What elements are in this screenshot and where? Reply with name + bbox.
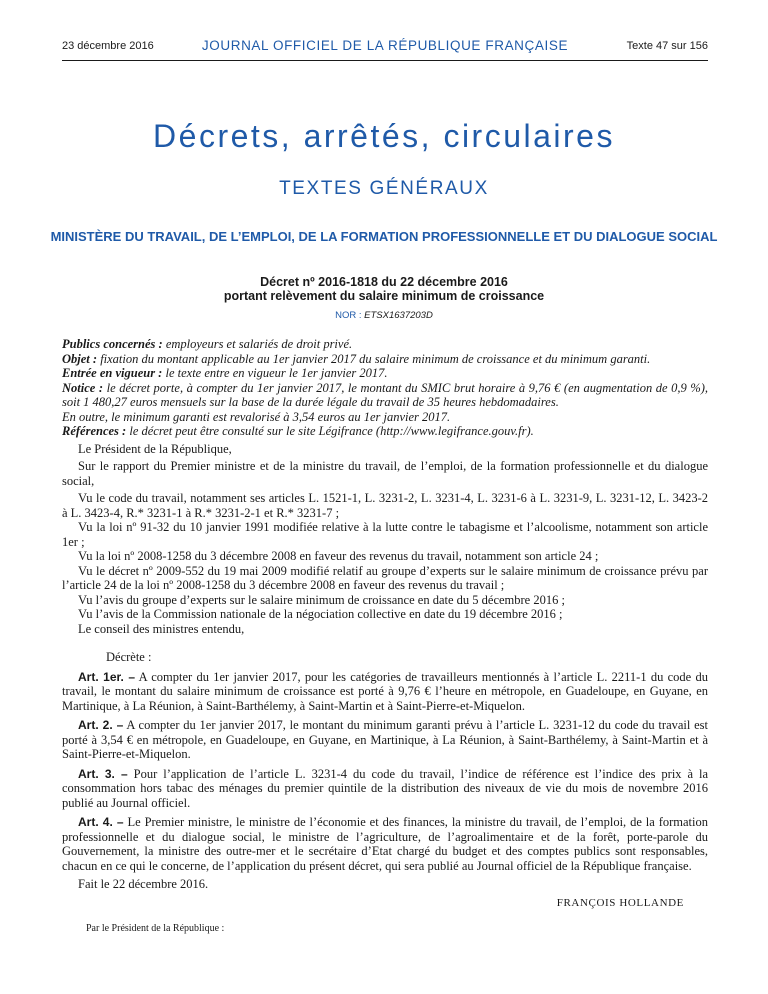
visa-rapport: Sur le rapport du Premier ministre et de la ministre du travail, de l’emploi, de la formation professionnelle et du dialogue social, <box>62 459 708 488</box>
ministry-title: MINISTÈRE DU TRAVAIL, DE L’EMPLOI, DE LA FORMATION PROFESSIONNELLE ET DU DIALOGUE SOCIAL <box>50 229 718 244</box>
visa-avis-commission: Vu l’avis de la Commission nationale de la négociation collective en date du 19 décembre 2016 ; <box>78 607 563 621</box>
nor-value: ETSX1637203D <box>364 310 433 321</box>
nor-label: NOR : <box>335 310 362 321</box>
decree-title-line2: portant relèvement du salaire minimum de croissance <box>223 289 545 303</box>
notice-en-outre: En outre, le minimum garanti est revalorisé à 3,54 euros au 1er janvier 2017. <box>62 409 451 424</box>
article-label: Art. 2. – <box>78 718 124 732</box>
visa-president: Le Président de la République, <box>78 441 232 456</box>
article-text: A compter du 1er janvier 2017, pour les catégories de travailleurs mentionnés à l’article L. 2211-1 du code du travail, le montant du salaire minimum de croissance est porté à 9,76 € l’heure en métropole, en Guadeloupe, en Guyane, en Martinique, à La Réunion, à Saint-Barthélemy, à Saint-Martin et à Saint-Pierre-et-Miquelon. <box>62 669 709 713</box>
notice-entree: Entrée en vigueur : le texte entre en vigueur le 1er janvier 2017. <box>62 366 388 380</box>
decree-body <box>62 337 708 937</box>
article-1 <box>62 670 708 714</box>
section-title: Décrets, arrêtés, circulaires <box>153 118 615 154</box>
signature: FRANÇOIS HOLLANDE <box>556 896 684 909</box>
visa-decret-2009: Vu le décret nº 2009-552 du 19 mai 2009 modifié relatif au groupe d’experts sur le salaire minimum de croissance prévu par l’article 24 de la loi nº 2008-1258 du 3 décembre 2008 en faveur des revenus du travail ; <box>62 563 708 592</box>
article-label: Art. 3. – <box>78 766 128 781</box>
article-text: Le Premier ministre, le ministre de l’économie et des finances, la ministre du travail, de l’emploi, de la formation professionnelle et du dialogue social, le ministre de l’agriculture, de l’agroalimentaire et de la forêt, porte-parole du Gouvernement, la ministre des outre-mer et le secrétaire d’Etat chargé du budget et des comptes publics sont responsables, chacun en ce qui le concerne, de l’application du présent décret, qui sera publié au Journal officiel de la République française. <box>62 815 708 873</box>
decree-title-line1: Décret nº 2016-1818 du 22 décembre 2016 <box>260 275 508 289</box>
header-date: 23 décembre 2016 <box>62 40 154 52</box>
article-label: Art. 4. – <box>78 815 124 829</box>
visa-loi-2008: Vu la loi nº 2008-1258 du 3 décembre 2008 en faveur des revenus du travail, notamment son article 24 ; <box>78 549 599 563</box>
notice-notice: Notice : le décret porte, à compter du 1er janvier 2017, le montant du SMIC brut horaire à 9,76 € (en augmentation de 0,9 %), soit 1 480,27 euros mensuels sur la base de la durée légale du travail de 35 heures hebdomadaires. <box>62 380 709 409</box>
article-4 <box>62 815 708 873</box>
par-president: Par le Président de la République : <box>86 923 225 934</box>
visa-code-travail: Vu le code du travail, notamment ses articles L. 1521-1, L. 3231-2, L. 3231-4, L. 3231-6 à L. 3231-9, L. 3231-12, L. 3423-2 à L. 3423-4, R.* 3231-1 à R.* 3231-2-1 et R.* 3231-7 ; <box>62 491 708 520</box>
subsection-title: TEXTES GÉNÉRAUX <box>279 178 489 199</box>
visa-conseil: Le conseil des ministres entendu, <box>78 621 245 636</box>
notice-block <box>62 337 708 439</box>
notice-objet: Objet : fixation du montant applicable au 1er janvier 2017 du salaire minimum de croissance et du minimum garanti. <box>62 351 651 366</box>
article-3 <box>62 767 708 811</box>
notice-references: Références : le décret peut être consulté sur le site Légifrance (http://www.legifrance.gouv.fr). <box>62 424 534 438</box>
visa-avis-experts: Vu l’avis du groupe d’experts sur le salaire minimum de croissance en date du 5 décembre 2016 ; <box>78 592 565 607</box>
journal-title: JOURNAL OFFICIEL DE LA RÉPUBLIQUE FRANÇAISE <box>201 38 569 53</box>
decree-title <box>40 275 728 303</box>
text-counter: Texte 47 sur 156 <box>626 40 708 52</box>
fait-date: Fait le 22 décembre 2016. <box>78 877 209 891</box>
article-text: Pour l’application de l’article L. 3231-4 du code du travail, l’indice de référence est l’indice des prix à la consommation hors tabac des ménages du premier quintile de la distribution des niveaux de vie du mois de novembre 2016 publié au Journal officiel. <box>62 766 709 810</box>
notice-publics: Publics concernés : employeurs et salariés de droit privé. <box>62 337 353 351</box>
visa-loi-1991: Vu la loi nº 91-32 du 10 janvier 1991 modifiée relative à la lutte contre le tabagisme et l’alcoolisme, notamment son article 1er ; <box>62 520 708 549</box>
article-2 <box>62 718 708 762</box>
article-text: A compter du 1er janvier 2017, le montant du minimum garanti prévu à l’article L. 3231-12 du code du travail est porté à 3,54 € en métropole, en Guadeloupe, en Guyane, en Martinique, à La Réunion, à Saint-Barthélemy, à Saint-Martin et à Saint-Pierre-et-Miquelon. <box>62 718 709 761</box>
decrete: Décrète : <box>106 650 152 664</box>
page-header <box>62 38 708 61</box>
visa-block <box>62 442 708 637</box>
article-label: Art. 1er. – <box>78 669 136 684</box>
nor-reference <box>0 310 768 321</box>
